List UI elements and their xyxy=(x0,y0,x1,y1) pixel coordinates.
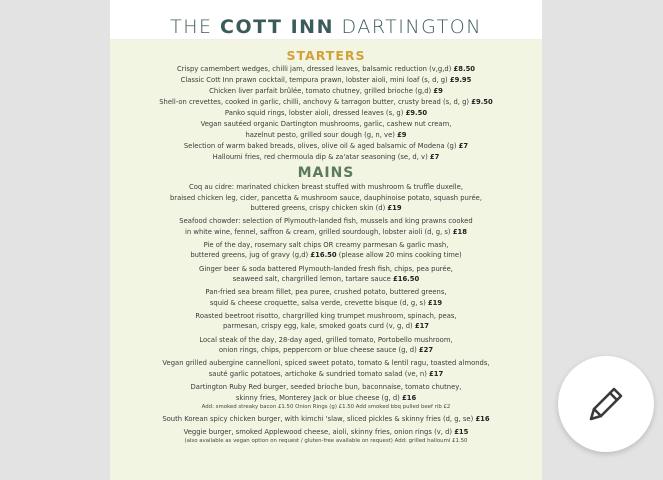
menu-item-line: Shell-on crevettes, cooked in garlic, chilli, anchovy & tarragon butter, crusty bread (s, d, g) xyxy=(159,98,470,106)
mains-heading: MAINS xyxy=(297,165,355,181)
menu-item-text xyxy=(120,369,532,380)
menu-item-price: £16 xyxy=(401,393,417,402)
menu-item-line: Coq au cidre: marinated chicken breast stuffed with mushroom & truffle duxelle, xyxy=(188,183,463,191)
menu-item-text xyxy=(120,97,532,108)
menu-item xyxy=(120,64,532,75)
menu-item-text xyxy=(120,274,532,285)
starters-list xyxy=(110,64,542,162)
menu-item xyxy=(120,108,532,119)
menu-item-extras: Add: smoked streaky bacon £1.50 Onion Rings (g) £1.50 Add smoked bbq pulled beef rib £2 xyxy=(201,404,451,410)
menu-item-text xyxy=(120,203,532,214)
menu-item-line: sauté garlic potatoes, artichoke & sundried tomato salad (ve, n) xyxy=(208,369,427,378)
menu-item-line: South Korean spicy chicken burger, with kimchi 'slaw, sliced pickles & skinny fries (d, g, se) xyxy=(162,414,474,423)
menu-item xyxy=(120,119,532,140)
edit-button[interactable] xyxy=(558,356,654,452)
menu-item-text xyxy=(120,382,532,393)
menu-body xyxy=(110,40,542,480)
menu-item-text xyxy=(120,393,532,404)
menu-header xyxy=(110,0,542,40)
menu-item-text xyxy=(120,264,532,275)
menu-item-price: £9.95 xyxy=(449,76,472,84)
menu-item-line: parmesan, crispy egg, kale, smoked goats curd (v, g, d) xyxy=(222,322,413,331)
menu-item-line: Roasted beetroot risotto, chargrilled king trumpet mushroom, spinach, peas, xyxy=(195,311,457,320)
menu-item xyxy=(120,152,532,163)
menu-item-text xyxy=(120,152,532,163)
menu-item-line: skinny fries, Monterey Jack or blue cheese (g, d) xyxy=(235,393,400,402)
menu-item-text xyxy=(120,119,532,130)
menu-item-text xyxy=(120,414,532,425)
menu-item-price: £7 xyxy=(429,152,440,161)
menu-item-line: Vegan grilled aubergine cannelloni, spiced sweet potato, tomato & lentil ragu, toasted almonds, xyxy=(162,359,490,368)
menu-item xyxy=(120,335,532,356)
menu-item xyxy=(120,75,532,86)
menu-item-line: Chicken liver parfait brûlée, tomato chutney, grilled brioche (g,d) xyxy=(209,87,432,95)
menu-item-text xyxy=(120,227,532,238)
menu-item-price: £7 xyxy=(458,141,469,150)
menu-item-text xyxy=(120,130,532,141)
menu-item-price: £17 xyxy=(414,322,430,331)
menu-item-line: Halloumi fries, red chermoula dip & za'atar seasoning (se, d, v) xyxy=(212,152,428,161)
menu-item-price: £19 xyxy=(427,298,443,307)
menu-item-line: Classic Cott Inn prawn cocktail, tempura prawn, lobster aioli, mini loaf (s, d, g) xyxy=(180,76,448,84)
menu-item xyxy=(120,86,532,97)
menu-item-line: onion rings, chips, peppercorn or blue cheese sauce (g, d) xyxy=(218,346,417,355)
menu-item-text xyxy=(120,86,532,97)
mains-list xyxy=(110,182,542,445)
menu-item-text xyxy=(120,193,532,204)
menu-item xyxy=(120,97,532,108)
menu-item-line: Crispy camembert wedges, chilli jam, dressed leaves, balsamic reduction (v,g,d) xyxy=(176,65,452,73)
title-prefix: THE xyxy=(170,16,213,38)
menu-item-line: buttered greens, jug of gravy (g,d) xyxy=(190,251,309,260)
menu-item-line: buttered greens, crispy chicken skin (d) xyxy=(250,204,386,212)
menu-item xyxy=(120,141,532,152)
menu-item-line: Pan-fried sea bream fillet, pea puree, crushed potato, buttered greens, xyxy=(205,288,447,297)
menu-item-text xyxy=(120,108,532,119)
menu-item-text xyxy=(120,141,532,152)
menu-item-text xyxy=(120,298,532,309)
menu-item-line: Ginger beer & soda battered Plymouth-landed fresh fish, chips, pea purée, xyxy=(199,264,453,273)
menu-item-line: Pie of the day, rosemary salt chips OR creamy parmesan & garlic mash, xyxy=(203,240,449,249)
menu-item xyxy=(120,311,532,332)
menu-title xyxy=(170,16,482,38)
menu-item-line: braised chicken leg, cider, pancetta & mushroom sauce, dauphinoise potato, squash purée, xyxy=(169,193,483,202)
menu-item-price: £19 xyxy=(387,204,402,212)
menu-item-price: £9.50 xyxy=(405,109,428,117)
menu-item-price: £16 xyxy=(475,414,490,423)
menu-item xyxy=(120,427,532,446)
menu-item-price: £9 xyxy=(433,87,443,95)
menu-item-text xyxy=(120,427,532,438)
menu-item-line: Veggie burger, smoked Applewood cheese, aioli, skinny fries, onion rings (v, d) xyxy=(183,427,453,436)
menu-item-line: hazelnut pesto, grilled sour dough (g, n, ve) xyxy=(245,130,395,139)
menu-item-line: seaweed salt, chargrilled lemon, tartare sauce xyxy=(232,275,391,284)
menu-item-text xyxy=(120,182,532,193)
menu-item-text xyxy=(120,311,532,322)
menu-item-price: £8.50 xyxy=(453,65,476,73)
menu-item-line: Panko squid rings, lobster aioli, dressed leaves (s, g) xyxy=(224,109,404,117)
menu-item xyxy=(120,287,532,308)
menu-item-text xyxy=(120,287,532,298)
menu-item-line: Selection of warm baked breads, olives, olive oil & aged balsamic of Modena (g) xyxy=(183,141,457,150)
menu-item-line: Local steak of the day, 28-day aged, grilled tomato, Portobello mushroom, xyxy=(199,335,453,344)
menu-item-price: £15 xyxy=(454,427,469,436)
menu-item-text xyxy=(120,321,532,332)
menu-item-line: Seafood chowder: selection of Plymouth-landed fish, mussels and king prawns cooked xyxy=(179,217,473,226)
menu-item-line: Vegan sautéed organic Dartington mushrooms, garlic, cashew nut cream, xyxy=(200,120,452,128)
menu-item-line: squid & cheese croquette, salsa verde, crevette bisque (d, g, s) xyxy=(209,298,426,307)
menu-item xyxy=(120,264,532,285)
menu-item-line: Dartington Ruby Red burger, seeded brioche bun, baconnaise, tomato chutney, xyxy=(190,383,462,391)
menu-item xyxy=(120,358,532,379)
menu-item-text xyxy=(120,216,532,227)
menu-item xyxy=(120,382,532,411)
menu-item-price: £16.50 xyxy=(392,275,420,284)
menu-page xyxy=(110,0,542,480)
menu-item-extras: (also available as vegan option on request / gluten-free available on request) Add: grilled halloumi £1.50 xyxy=(184,438,468,445)
menu-item-price: £16.50 xyxy=(310,251,337,260)
menu-item-text xyxy=(120,240,532,251)
menu-item-text xyxy=(120,358,532,369)
menu-item-text xyxy=(120,250,532,261)
menu-item xyxy=(120,414,532,425)
menu-item xyxy=(120,216,532,237)
menu-item-line: in white wine, fennel, saffron & cream, grilled sourdough, lobster aioli (d, g, s) xyxy=(185,227,451,236)
starters-heading: STARTERS xyxy=(286,48,366,63)
menu-item-price: £9.50 xyxy=(471,98,493,106)
menu-item-text xyxy=(120,345,532,356)
menu-item-price: £27 xyxy=(418,346,434,355)
menu-item xyxy=(120,182,532,214)
pencil-icon xyxy=(585,383,627,425)
menu-item-price: £17 xyxy=(429,369,444,378)
menu-item-text xyxy=(120,64,532,75)
title-suffix: DARTINGTON xyxy=(341,16,482,38)
menu-item-note: (please allow 20 mins cooking time) xyxy=(336,251,462,260)
menu-item-text xyxy=(120,335,532,346)
menu-item-price: £18 xyxy=(452,227,467,236)
menu-item-text xyxy=(120,75,532,86)
menu-item-price: £9 xyxy=(397,130,407,139)
menu-item xyxy=(120,240,532,261)
title-bold: COTT INN xyxy=(220,16,334,38)
